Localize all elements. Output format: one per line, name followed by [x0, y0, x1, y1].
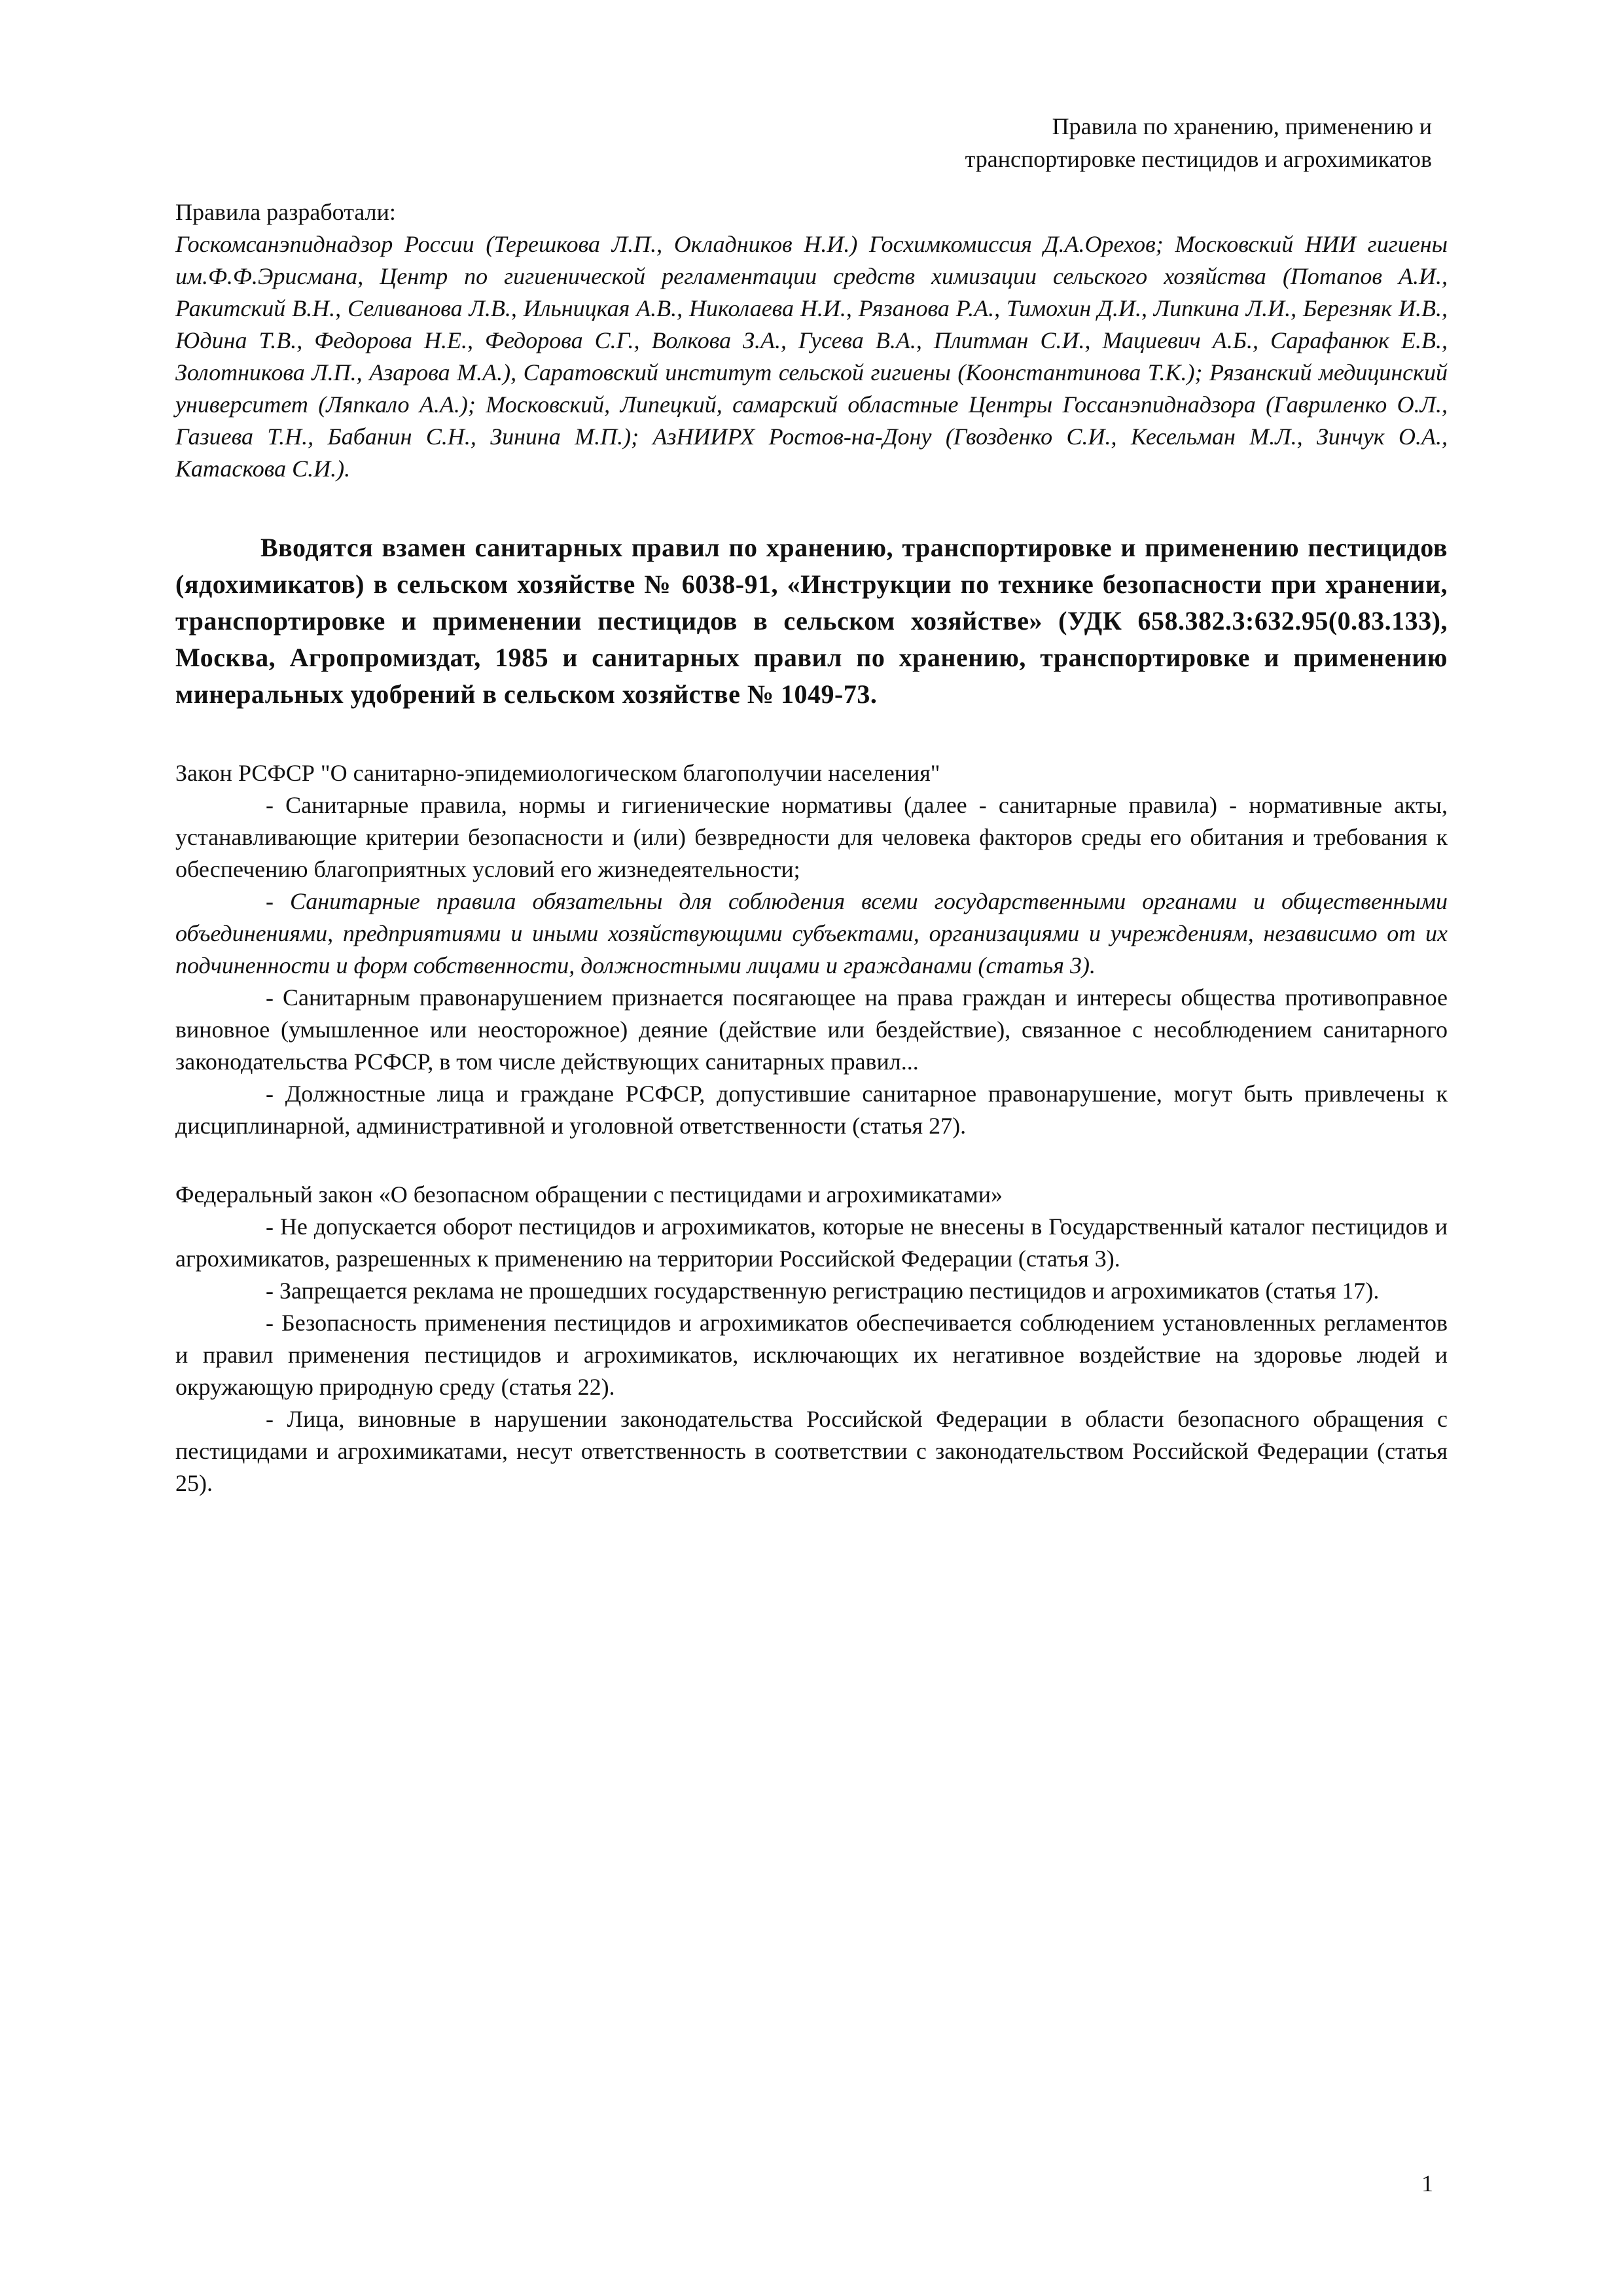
running-header-line-2: транспортировке пестицидов и агрохимикатов [965, 146, 1432, 172]
federal-law-item: - Лица, виновные в нарушении законодательства Российской Федерации в области безопасного обращения с пестицидами и агрохимикатами, несут ответственность в соответствии с законодательством Российской Федерации (статья 25). [175, 1406, 1448, 1496]
document-body [175, 196, 1448, 1499]
law-rsfsr-item: - Санитарные правила обязательны для соблюдения всеми государственными органами и общественными объединениями, предприятиями и иными хозяйствующими субъектами, организациями и учреждениям, независимо от их подчиненности и форм собственности, должностными лицами и гражданами (статья 3). [175, 888, 1448, 978]
law-rsfsr-item: - Должностные лица и граждане РСФСР, допустившие санитарное правонарушение, могут быть привлечены к дисциплинарной, административной и уголовной ответственности (статья 27). [175, 1081, 1448, 1139]
federal-law-title: Федеральный закон «О безопасном обращении с пестицидами и агрохимикатами» [175, 1181, 1003, 1208]
page-number: 1 [1421, 2170, 1433, 2197]
running-header-line-1: Правила по хранению, применению и [1052, 113, 1432, 139]
federal-law-item: - Запрещается реклама не прошедших государственную регистрацию пестицидов и агрохимикатов (статья 17). [266, 1278, 1380, 1304]
federal-law-item: - Безопасность применения пестицидов и агрохимикатов обеспечивается соблюдением установленных регламентов и правил применения пестицидов и агрохимикатов, исключающих их негативное воздействие на здоровье людей и окружающую природную среду (статья 22). [175, 1310, 1448, 1400]
law-rsfsr-item: - Санитарные правила, нормы и гигиенические нормативы (далее - санитарные правила) - нормативные акты, устанавливающие критерии безопасности и (или) безвредности для человека факторов среды его обитания и требования к обеспечению благоприятных условий его жизнедеятельности; [175, 792, 1448, 882]
running-header [581, 110, 1432, 175]
law-rsfsr-title: Закон РСФСР "О санитарно-эпидемиологическом благополучии населения" [175, 760, 940, 786]
introduced-notice: Вводятся взамен санитарных правил по хранению, транспортировке и применению пестицидов (ядохимикатов) в сельском хозяйстве № 6038-91, «Инструкции по технике безопасности при хранении, транспортировке и применении пестицидов в сельском хозяйстве» (УДК 658.382.3:632.95(0.83.133), Москва, Агропромиздат, 1985 и санитарных правил по хранению, транспортировке и применению минеральных удобрений в сельском хозяйстве № 1049-73. [175, 533, 1448, 709]
developers-text: Госкомсанэпиднадзор России (Терешкова Л.П., Окладников Н.И.) Госхимкомиссия Д.А.Орехов; Московский НИИ гигиены им.Ф.Ф.Эрисмана, Центр по гигиенической регламентации средств химизации сельского хозяйства (Потапов А.И., Ракитский В.Н., Селиванова Л.В., Ильницкая А.В., Николаева Н.И., Рязанова Р.А., Тимохин Д.И., Липкина Л.И., Березняк И.В., Юдина Т.В., Федорова Н.Е., Федорова С.Г., Волкова З.А., Гусева В.А., Плитман С.И., Мациевич А.Б., Сарафанюк Е.В., Золотникова Л.П., Азарова М.А.), Саратовский институт сельской гигиены (Коонстантинова Т.К.); Рязанский медицинский университет (Ляпкало А.А.); Московский, Липецкий, самарский областные Центры Госсанэпиднадзора (Гавриленко О.Л., Газиева Т.Н., Бабанин С.Н., Зинина М.П.); АзНИИРХ Ростов-на-Дону (Гвозденко С.И., Кесельман М.Л., Зинчук О.А., Катаскова С.И.). [175, 231, 1448, 482]
federal-law-item: - Не допускается оборот пестицидов и агрохимикатов, которые не внесены в Государственный каталог пестицидов и агрохимикатов, разрешенных к применению на территории Российской Федерации (статья 3). [175, 1213, 1448, 1272]
developers-label: Правила разработали: [175, 199, 396, 225]
law-rsfsr-item: - Санитарным правонарушением признается посягающее на права граждан и интересы общества противоправное виновное (умышленное или неосторожное) деяние (действие или бездействие), связанное с несоблюдением санитарного законодательства РСФСР, в том числе действующих санитарных правил... [175, 984, 1448, 1075]
